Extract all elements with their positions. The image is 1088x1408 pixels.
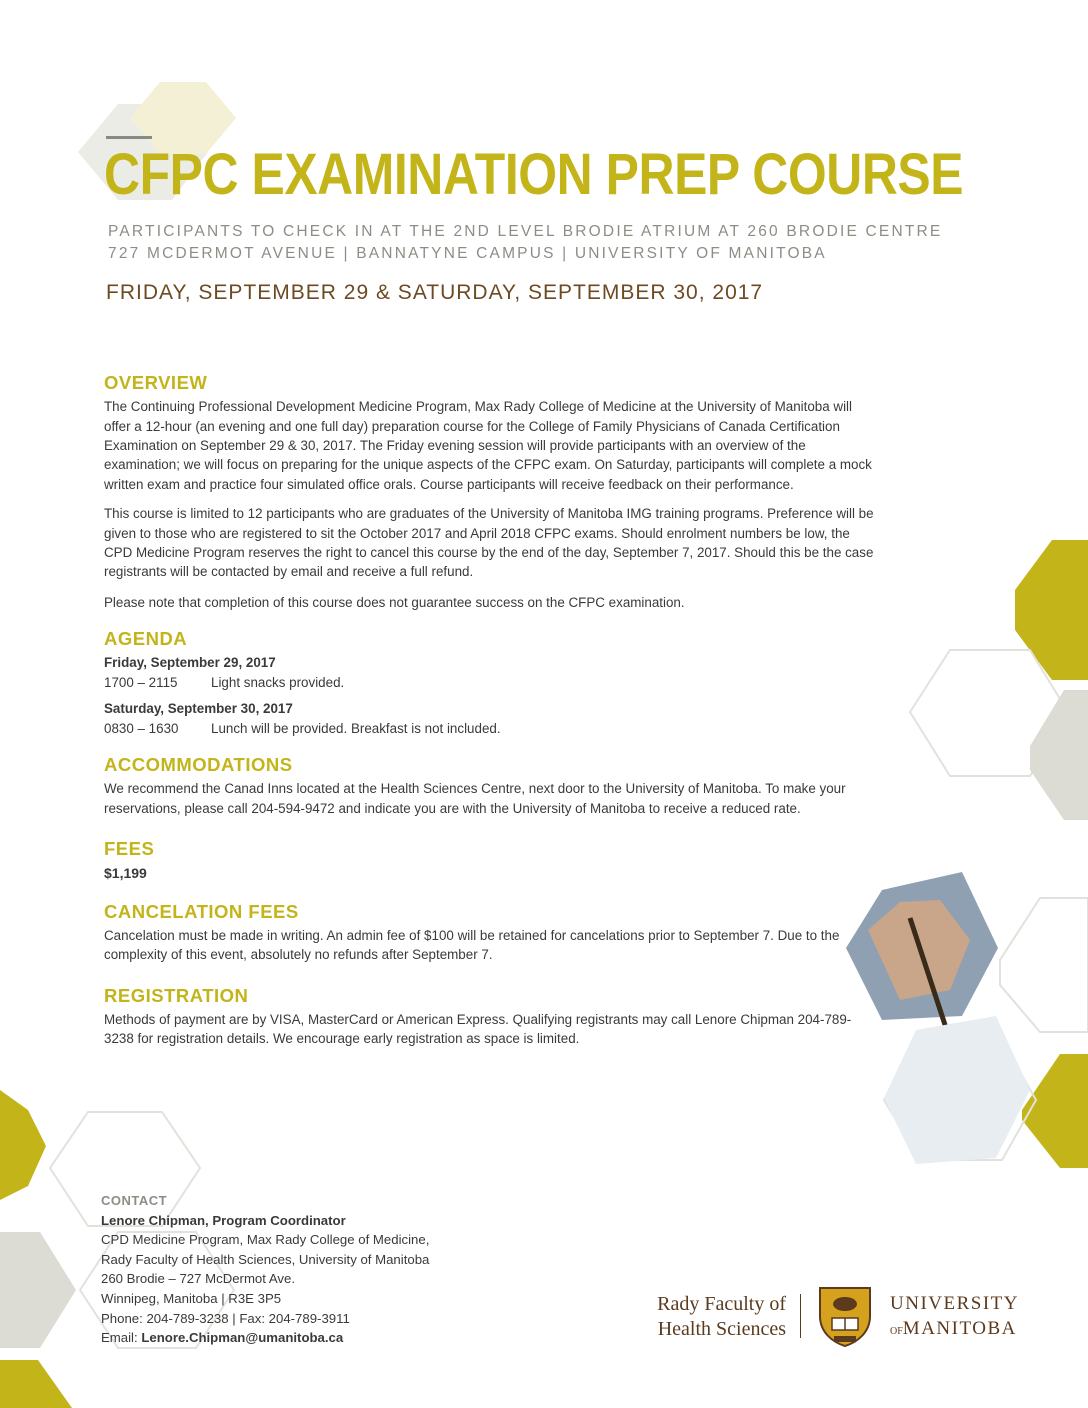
agenda-day2-label: Saturday, September 30, 2017 — [104, 701, 293, 717]
accommodations-heading: ACCOMMODATIONS — [104, 754, 293, 776]
overview-heading: OVERVIEW — [104, 372, 208, 393]
hex-right-gray-1 — [1030, 690, 1088, 820]
contact-email-link[interactable]: Lenore.Chipman@umanitoba.ca — [141, 1330, 344, 1346]
contact-line-2: Rady Faculty of Health Sciences, University of Manitoba — [101, 1251, 430, 1267]
contact-label: CONTACT — [101, 1193, 168, 1208]
um-logo-line-2-row — [890, 1319, 1019, 1338]
accommodations-text: We recommend the Canad Inns located at the Health Sciences Centre, next door to the University of Manitoba. To make your reservations, please call 204-594-9472 and indicate you are with the University of Manitoba to receive a reduced rate. — [104, 781, 846, 816]
subtitle-line-2: 727 MCDERMOT AVENUE | BANNATYNE CAMPUS | UNIVERSITY OF MANITOBA — [108, 245, 827, 262]
um-logo-of: OF — [890, 1326, 903, 1337]
logo-divider — [800, 1294, 801, 1338]
rady-logo-line-2: Health Sciences — [657, 1318, 786, 1340]
overview-paragraph-3: Please note that completion of this course does not guarantee success on the CFPC examination. — [104, 594, 685, 610]
university-shield-icon — [818, 1286, 872, 1348]
contact-name: Lenore Chipman, Program Coordinator — [101, 1212, 346, 1228]
um-logo-line-1: UNIVERSITY — [890, 1293, 1019, 1314]
title-accent-bar — [106, 136, 152, 139]
rady-logo-line-1: Rady Faculty of — [657, 1293, 786, 1315]
contact-line-4: Winnipeg, Manitoba | R3E 3P5 — [101, 1290, 282, 1306]
hex-bottom-left-gray — [0, 1232, 76, 1348]
agenda-day2-time: 0830 – 1630 — [104, 720, 179, 736]
um-logo-manitoba: MANITOBA — [902, 1318, 1017, 1339]
hex-right-yellow-2 — [1022, 1054, 1088, 1168]
cancelation-heading: CANCELATION FEES — [104, 900, 299, 922]
rady-faculty-logo — [640, 1292, 786, 1342]
contact-email-row — [101, 1328, 521, 1348]
contact-email-label: Email: — [101, 1330, 142, 1346]
main-content — [104, 372, 874, 1049]
agenda-day1-label: Friday, September 29, 2017 — [104, 655, 276, 671]
contact-phone: Phone: 204-789-3238 | Fax: 204-789-3911 — [101, 1310, 350, 1326]
university-of-manitoba-logo — [890, 1294, 1019, 1338]
subtitle-line-1: PARTICIPANTS TO CHECK IN AT THE 2ND LEVEL BRODIE ATRIUM AT 260 BRODIE CENTRE — [108, 223, 943, 240]
agenda-day2-row — [104, 719, 874, 738]
fees-amount: $1,199 — [104, 865, 147, 882]
photo-hex-paper — [884, 1016, 1030, 1164]
registration-text: Methods of payment are by VISA, MasterCard or American Express. Qualifying registrants may call Lenore Chipman 204-789-3238 for registration details. We encourage early registration as space is limited. — [104, 1011, 852, 1047]
agenda-day1-row — [104, 673, 874, 692]
contact-block — [101, 1191, 521, 1348]
hex-bottom-left-yellow-2 — [0, 1360, 72, 1408]
overview-paragraph-1: The Continuing Professional Development Medicine Program, Max Rady College of Medicine at the University of Manitoba will offer a 12-hour (an evening and one full day) preparation course for the College of Family Physicians of Canada Certification Examination on September 29 & 30, 2017. The Friday evening session will provide participants with an overview of the examination; we will focus on preparing for the unique aspects of the CFPC exam. On Saturday, participants will complete a mock written exam and practice four simulated office orals. Course participants will receive feedback on their performance. — [104, 399, 872, 492]
agenda-day1-time: 1700 – 2115 — [104, 674, 178, 690]
hex-right-yellow-1 — [1015, 540, 1088, 680]
cancelation-text: Cancelation must be made in writing. An admin fee of $100 will be retained for cancelations prior to September 7. Due to the complexity of this event, absolutely no refunds after September 7. — [104, 927, 840, 963]
agenda-day1-desc: Light snacks provided. — [211, 674, 345, 690]
agenda-heading: AGENDA — [104, 628, 188, 650]
overview-paragraph-2: This course is limited to 12 participants who are graduates of the University of Manitoba IMG training programs. Preference will be given to those who are registered to sit the October 2017 and April 2018 CFPC exams. Should enrolment numbers be low, the CPD Medicine Program reserves the right to cancel this course by the end of the day, September 7, 2017. Should this be the case registrants will be contacted by email and receive a full refund. — [104, 506, 874, 580]
hex-bottom-left-yellow — [0, 1090, 46, 1200]
hex-right-outline-2 — [1000, 898, 1088, 1032]
page-title: CFPC EXAMINATION PREP COURSE — [104, 142, 964, 207]
contact-line-3: 260 Brodie – 727 McDermot Ave. — [101, 1271, 296, 1287]
registration-heading: REGISTRATION — [104, 984, 249, 1006]
event-date: FRIDAY, SEPTEMBER 29 & SATURDAY, SEPTEMBER 30, 2017 — [106, 281, 764, 304]
agenda-day2-desc: Lunch will be provided. Breakfast is not included. — [211, 720, 501, 736]
fees-heading: FEES — [104, 838, 155, 860]
contact-line-1: CPD Medicine Program, Max Rady College of Medicine, — [101, 1232, 430, 1248]
